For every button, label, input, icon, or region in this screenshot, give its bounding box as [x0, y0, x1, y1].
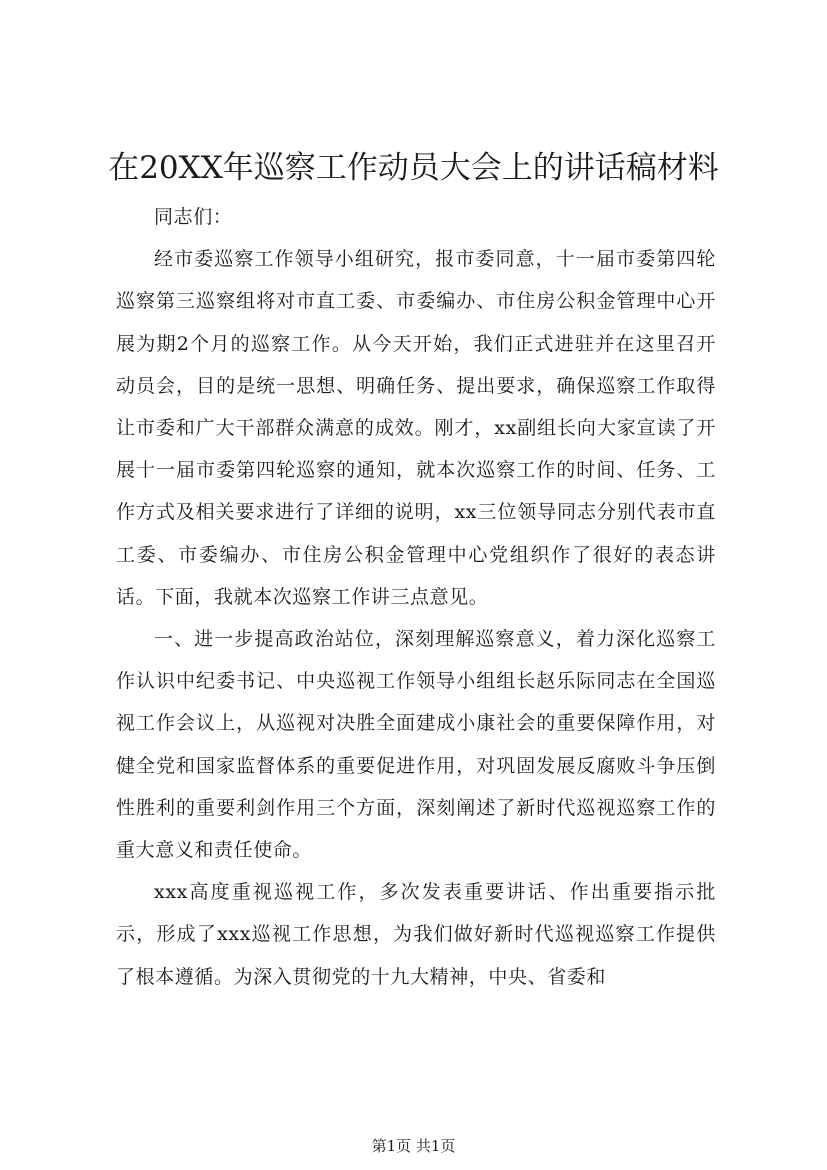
salutation-paragraph: 同志们： [154, 206, 233, 228]
body-paragraph: 一、进一步提高政治站位，深刻理解巡察意义，着力深化巡察工作认识中纪委书记、中央巡视工作领导小组组长赵乐际同志在全国巡视工作会议上，从巡视对决胜全面建成小康社会的重要保障作用，对健全党和国家监督体系的重要促进作用，对巩固发展反腐败斗争压倒性胜利的重要利剑作用三个方面，深刻阐述了新时代巡视巡察工作的重大意义和责任使命。 [116, 628, 716, 862]
page-number-footer: 第1页 共1页 [371, 1137, 456, 1155]
document-title: 在20XX年巡察工作动员大会上的讲话稿材料 [108, 150, 719, 186]
body-paragraph: 经市委巡察工作领导小组研究，报市委同意，十一届市委第四轮巡察第三巡察组将对市直工委、市委编办、市住房公积金管理中心开展为期2个月的巡察工作。从今天开始，我们正式进驻并在这里召开动员会，目的是统一思想、明确任务、提出要求，确保巡察工作取得让市委和广大干部群众满意的成效。刚才，xx副组长向大家宣读了开展十一届市委第四轮巡察的通知，就本次巡察工作的时间、任务、工作方式及相关要求进行了详细的说明，xx三位领导同志分别代表市直工委、市委编办、市住房公积金管理中心党组织作了很好的表态讲话。下面，我就本次巡察工作讲三点意见。 [116, 248, 716, 608]
body-paragraph: xxx高度重视巡视工作，多次发表重要讲话、作出重要指示批示，形成了xxx巡视工作思想，为我们做好新时代巡视巡察工作提供了根本遵循。为深入贯彻党的十九大精神，中央、省委和 [116, 881, 716, 988]
document-body [116, 196, 716, 998]
